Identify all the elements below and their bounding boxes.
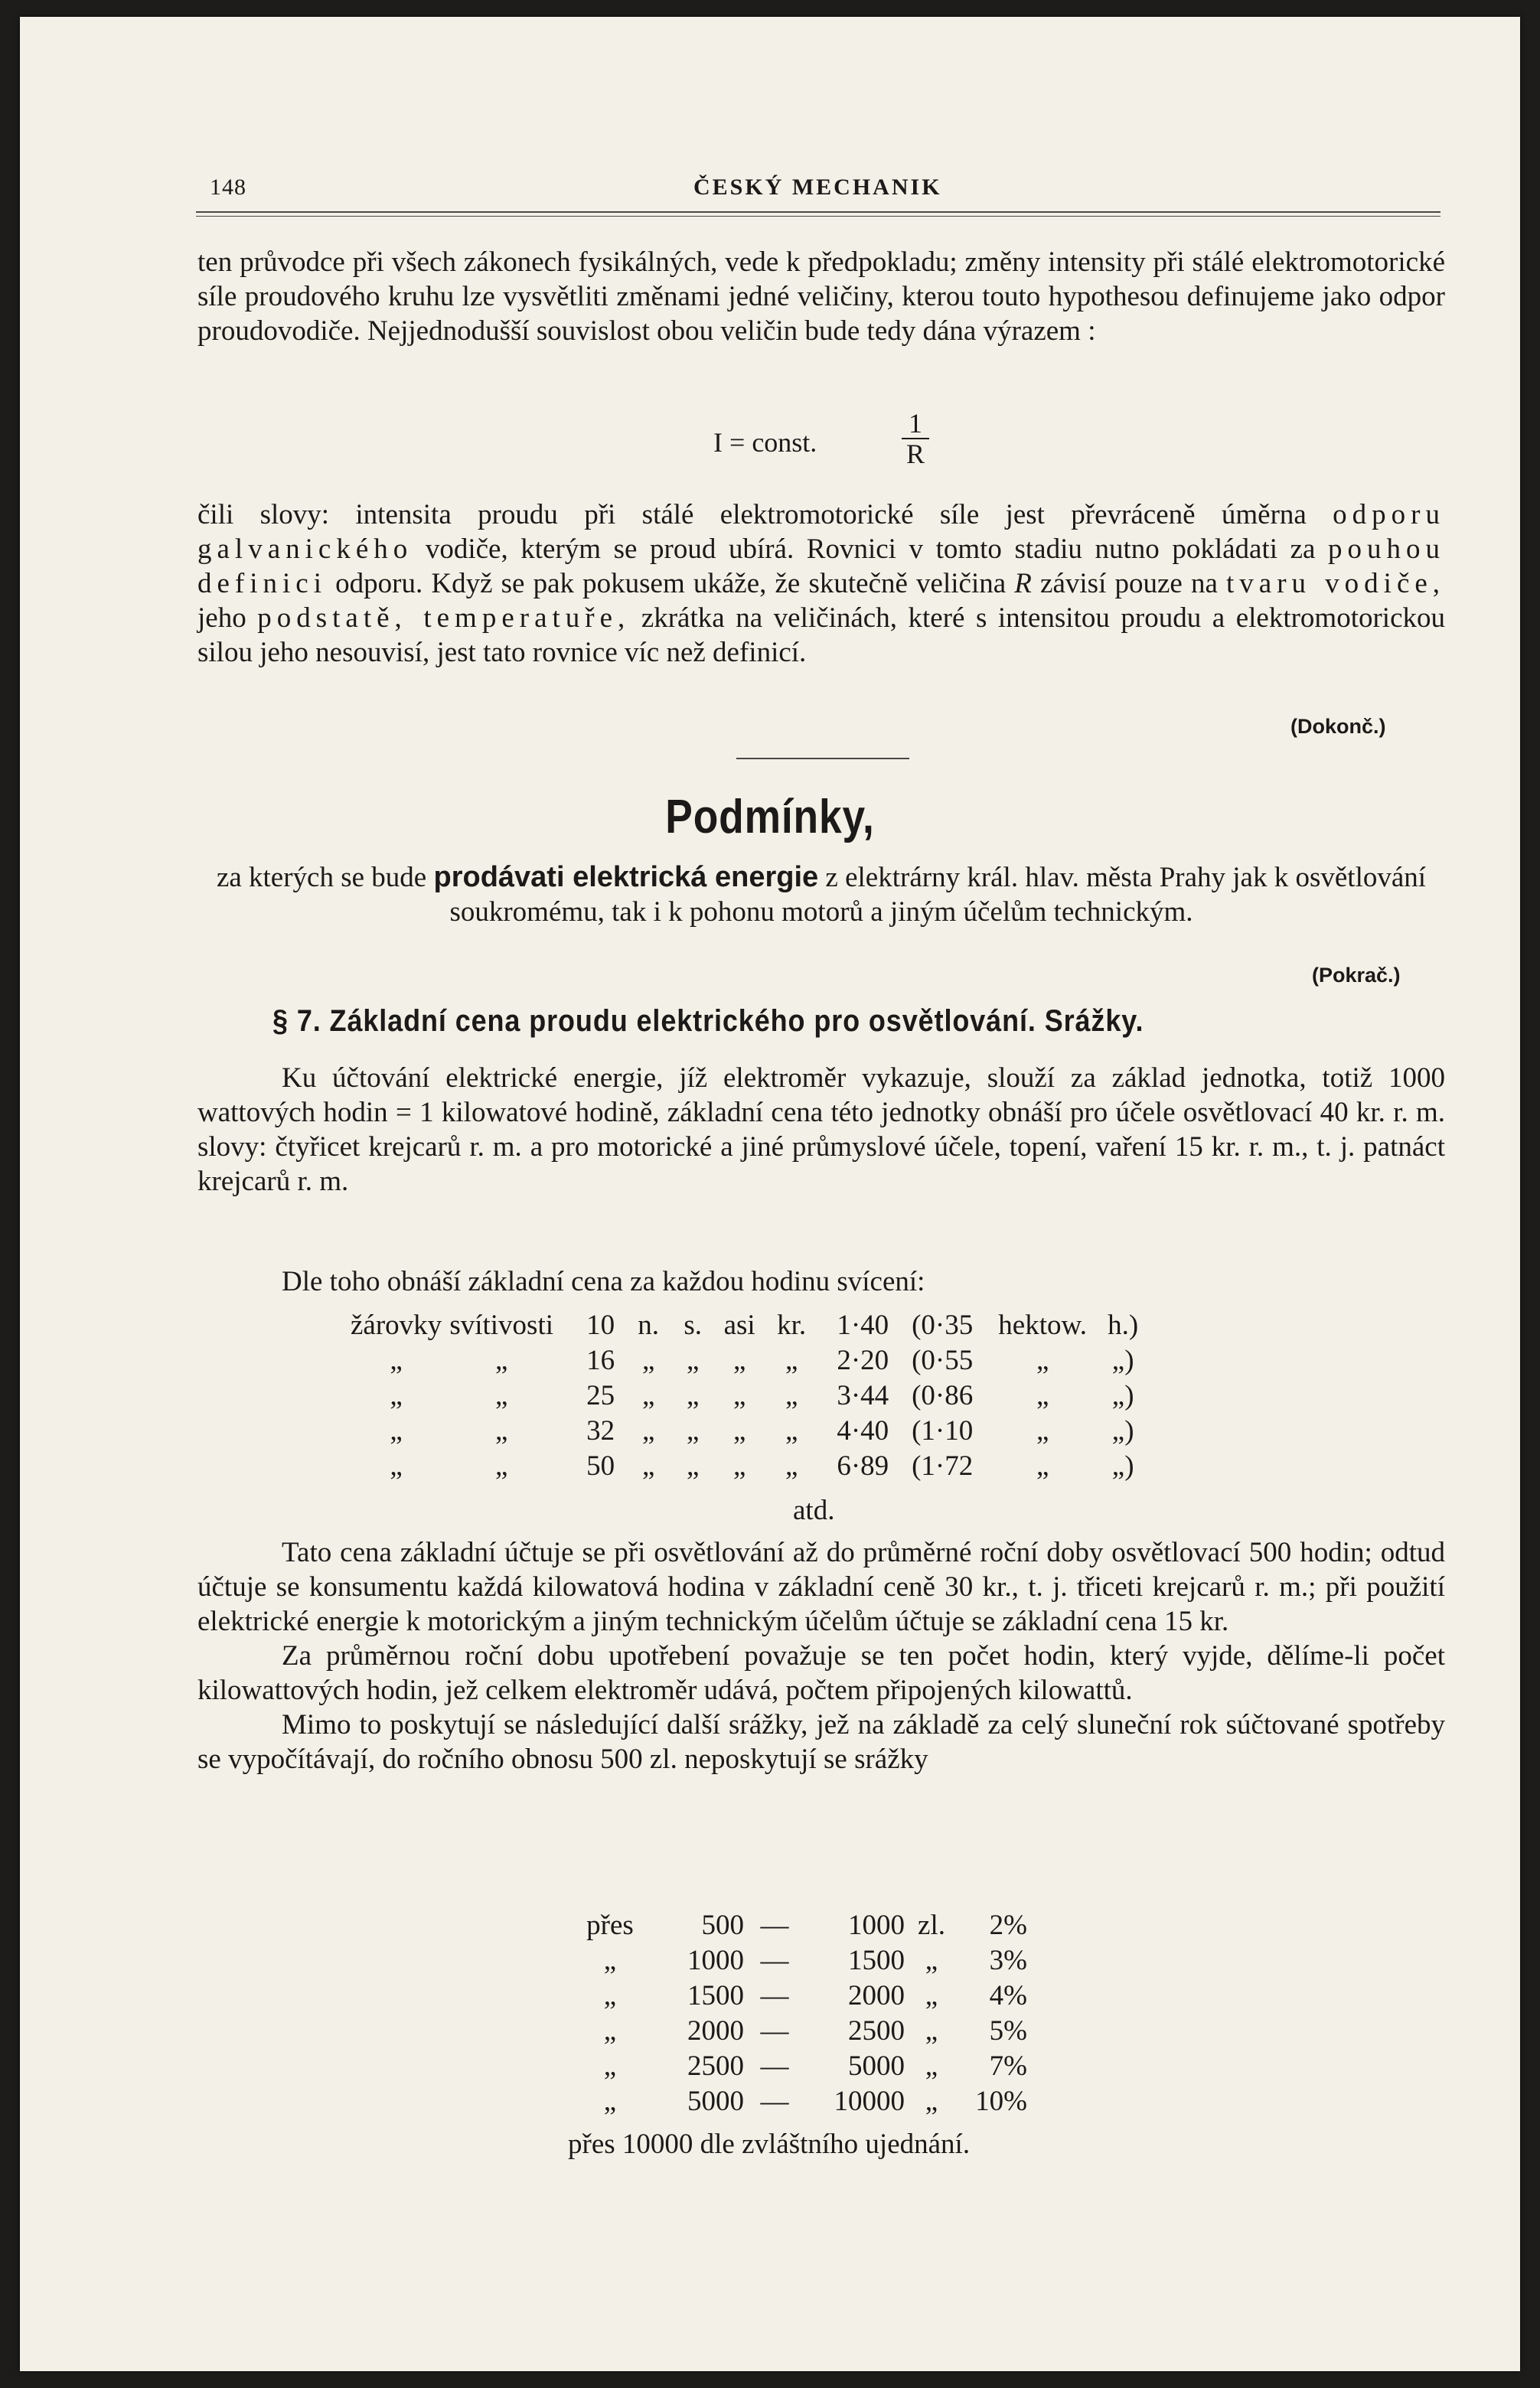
discount-table	[568, 1909, 1027, 2120]
p2-text-2: vodiče, kterým se proud ubírá. Rovnici v tomto stadiu nutno pokládati za	[425, 533, 1316, 565]
lamp-table-cell: „	[390, 1415, 403, 1447]
lamp-table-cell: „)	[1111, 1345, 1134, 1376]
p2-text-5: jeho	[197, 602, 246, 634]
lamp-table-cell: „	[1036, 1415, 1049, 1447]
subtitle-text-2: z elektrárny král. hlav. města Prahy jak k osvětlování soukromému, tak i k pohonu motorů a jiným účelům technickým.	[449, 862, 1427, 928]
p2-spaced-3: tvaru vodiče,	[1226, 568, 1446, 599]
discount-table-cell: přes	[586, 1910, 634, 1941]
discount-last-line: přes 10000 dle zvláštního ujednání.	[568, 2129, 971, 2160]
discount-table-cell: „	[603, 2050, 617, 2082]
discount-table-cell: 500	[701, 1910, 744, 1941]
lamp-table-cell: „	[686, 1415, 700, 1447]
discount-table-cell: 10000	[834, 2086, 905, 2117]
lamp-table-cell: „	[732, 1345, 746, 1376]
section-text-1: Ku účtování elektrické energie, jíž elektroměr vykazuje, slouží za základ jednotka, totiž 1000 wattových hodin = 1 kilowatové hodině, základní cena této jednotky obnáší pro účele osvětlovací 40 kr. r. m. slovy: čtyřicet krejcarů r. m. a pro motorické a jiné průmyslové účele, topení, vaření 15 kr. r. m., t. j. patnáct krejcarů r. m.	[197, 1062, 1445, 1197]
header-rule-thin	[196, 216, 1440, 217]
section-paragraph-2	[197, 1264, 1445, 1299]
lamp-table-cell: „	[641, 1415, 655, 1447]
discount-table-cell: „	[925, 1945, 938, 1976]
discount-table-cell: 3%	[989, 1945, 1027, 1976]
lamp-table-cell: „)	[1111, 1380, 1134, 1411]
lamp-table-cell: 1·40	[837, 1310, 889, 1341]
discount-table-cell: 5000	[687, 2086, 744, 2117]
lamp-table-cell: (0·35	[912, 1310, 974, 1341]
lamp-table-cell: (1·72	[912, 1450, 974, 1482]
formula-eq: =	[729, 427, 746, 458]
page-sheet	[20, 17, 1520, 2371]
lamp-table-cell: „	[1036, 1380, 1049, 1411]
p2-text-4: závisí pouze na	[1040, 568, 1218, 599]
discount-table-cell: „	[925, 1980, 938, 2011]
page-number: 148	[210, 175, 246, 200]
discount-table-cell: 2000	[687, 2015, 744, 2047]
formula-numerator: 1	[909, 408, 922, 439]
discount-table-cell: „	[603, 1980, 617, 2011]
formula-const: const.	[752, 427, 817, 458]
discount-table-row	[568, 1909, 1027, 1944]
intro-paragraph	[197, 245, 1445, 348]
lamp-table-cell: „	[785, 1450, 798, 1482]
lamp-table-cell: „)	[1111, 1415, 1134, 1447]
lamp-table-row	[351, 1309, 1146, 1344]
lamp-table-cell: „	[641, 1345, 655, 1376]
discount-table-cell: 2500	[687, 2050, 744, 2082]
section-heading: § 7. Základní cena proudu elektrického pro osvětlování. Srážky.	[272, 1004, 1144, 1038]
discount-table-cell: „	[925, 2050, 938, 2082]
separator-rule	[736, 758, 909, 759]
discount-table-cell: „	[603, 2086, 617, 2117]
lamp-table-cell: „	[686, 1380, 700, 1411]
lamp-table-cell: „	[1036, 1450, 1049, 1482]
lamp-table-cell: h.)	[1108, 1310, 1139, 1341]
lamp-table-cell: „	[494, 1450, 508, 1482]
lamp-table-cell: (0·86	[912, 1380, 974, 1411]
discount-table-cell: „	[925, 2086, 938, 2117]
lamp-table-cell: 2·20	[837, 1345, 889, 1376]
section-paragraph-1	[197, 1061, 1445, 1199]
lamp-table-cell: kr.	[777, 1310, 807, 1341]
lamp-table-cell: n.	[638, 1310, 660, 1341]
discount-table-cell: —	[760, 1980, 789, 2011]
lamp-table-row	[351, 1379, 1146, 1414]
lamp-table-cell: 6·89	[837, 1450, 889, 1482]
lamp-table-cell: svítivosti	[449, 1310, 554, 1341]
lamp-table-cell: „	[686, 1450, 700, 1482]
lamp-table-cell: 3·44	[837, 1380, 889, 1411]
lamp-table-cell: 16	[586, 1345, 615, 1376]
formula	[713, 426, 817, 458]
lamp-table-row	[351, 1450, 1146, 1485]
table-etc: atd.	[793, 1495, 835, 1526]
section-text-3: Tato cena základní účtuje se při osvětlování až do průměrné roční doby osvětlovací 500 hodin; odtud účtuje se konsumentu každá kilowatová hodina v základní ceně 30 kr., t. j. třiceti krejcarů r. m.; při použití elektrické energie k motorickým a jiným technickým účelům účtuje se základní cena 15 kr.	[197, 1537, 1445, 1637]
discount-table-row	[568, 2085, 1027, 2120]
p2-text-6: zkrátka na veličinách, které s intensitou proudu a elektromotorickou silou jeho nesouvisí, jest tato rovnice víc než definicí.	[197, 602, 1446, 668]
discount-table-cell: 2%	[989, 1910, 1027, 1941]
discount-table-cell: —	[760, 2015, 789, 2047]
formula-lhs: I	[713, 427, 723, 458]
discount-table-cell: 1500	[687, 1980, 744, 2011]
lamp-table-cell: „	[390, 1380, 403, 1411]
lamp-table-cell: 4·40	[837, 1415, 889, 1447]
formula-fraction	[902, 409, 929, 468]
lamp-table-cell: „)	[1111, 1450, 1134, 1482]
p2-symbol-r: R	[1014, 568, 1032, 599]
lamp-table-cell: s.	[684, 1310, 702, 1341]
lamp-table-cell: „	[732, 1380, 746, 1411]
section-text-4: Za průměrnou roční dobu upotřebení považuje se ten počet hodin, který vyjde, dělíme-li počet kilowattových hodin, jež celkem elektroměr udává, počtem připojených kilowattů.	[197, 1640, 1445, 1706]
end-note: (Dokonč.)	[1290, 715, 1386, 738]
lamp-table-cell: „	[785, 1415, 798, 1447]
p2-text-1: čili slovy: intensita proudu při stálé elektromotorické síle jest převráceně úměrna	[197, 499, 1307, 530]
definition-paragraph	[197, 497, 1445, 670]
discount-table-cell: —	[760, 2086, 789, 2117]
lamp-table-row	[351, 1414, 1146, 1450]
discount-table-cell: „	[603, 2015, 617, 2047]
lamp-table-cell: 10	[586, 1310, 615, 1341]
lamp-table-cell: (1·10	[912, 1415, 974, 1447]
lamp-table-cell: „	[785, 1380, 798, 1411]
lamp-table-cell: „	[1036, 1345, 1049, 1376]
header-rule	[196, 211, 1440, 213]
discount-table-cell: —	[760, 2050, 789, 2082]
section-text-5: Mimo to poskytují se následující další srážky, jež na základě za celý sluneční rok súčtované spotřeby se vypočítávají, do ročního obnosu 500 zl. neposkytují se srážky	[197, 1709, 1445, 1775]
p2-spaced-1: odporu galvanického	[197, 499, 1445, 565]
lamp-table-cell: 25	[586, 1380, 615, 1411]
lamp-table-row	[351, 1344, 1146, 1379]
discount-table-cell: 5%	[989, 2015, 1027, 2047]
formula-denominator: R	[905, 439, 925, 469]
lamp-table-cell: „	[494, 1345, 508, 1376]
p2-spaced-4: podstatě, temperatuře,	[257, 602, 631, 634]
lamp-table-cell: „	[732, 1415, 746, 1447]
subtitle-bold: prodávati elektrická energie	[433, 861, 819, 893]
article-subtitle	[197, 860, 1445, 929]
lamp-price-table	[351, 1309, 1146, 1485]
p2-spaced-2: pouhou definici	[197, 533, 1445, 599]
discount-table-cell: zl.	[918, 1910, 945, 1941]
lamp-table-cell: „	[686, 1345, 700, 1376]
lamp-table-cell: „	[390, 1450, 403, 1482]
discount-table-row	[568, 2014, 1027, 2050]
lamp-table-cell: hektow.	[998, 1310, 1088, 1341]
lamp-table-cell: (0·55	[912, 1345, 974, 1376]
discount-table-cell: 2000	[848, 1980, 905, 2011]
lamp-table-cell: „	[494, 1415, 508, 1447]
section-text-2: Dle toho obnáší základní cena za každou hodinu svícení:	[282, 1266, 925, 1297]
article-title: Podmínky,	[665, 791, 875, 843]
lamp-table-cell: „	[641, 1380, 655, 1411]
discount-table-row	[568, 1944, 1027, 1979]
discount-table-cell: —	[760, 1945, 789, 1976]
lamp-table-cell: „	[390, 1345, 403, 1376]
lamp-table-cell: 32	[586, 1415, 615, 1447]
discount-table-cell: 7%	[989, 2050, 1027, 2082]
discount-table-cell: 1500	[848, 1945, 905, 1976]
section-paragraph-3	[197, 1535, 1445, 1776]
subtitle-text-1: za kterých se bude	[216, 862, 427, 893]
lamp-table-cell: „	[732, 1450, 746, 1482]
lamp-table-cell: žárovky	[351, 1310, 442, 1341]
discount-table-cell: 5000	[848, 2050, 905, 2082]
discount-table-cell: 1000	[848, 1910, 905, 1941]
lamp-table-cell: „	[641, 1450, 655, 1482]
discount-table-cell: „	[603, 1945, 617, 1976]
lamp-table-cell: „	[785, 1345, 798, 1376]
p2-text-3: odporu. Když se pak pokusem ukáže, že skutečně veličina	[335, 568, 1007, 599]
discount-table-cell: 2500	[848, 2015, 905, 2047]
lamp-table-cell: „	[494, 1380, 508, 1411]
discount-table-cell: „	[925, 2015, 938, 2047]
discount-table-cell: 4%	[989, 1980, 1027, 2011]
continued-note: (Pokrač.)	[1312, 964, 1401, 987]
intro-text: ten průvodce při všech zákonech fysikálných, vede k předpokladu; změny intensity při stálé elektromotorické síle proudového kruhu lze vysvětliti změnami jedné veličiny, kterou touto hypothesou definujeme jako odpor proudovodiče. Nejjednodušší souvislost obou veličin bude tedy dána výrazem :	[197, 246, 1445, 347]
running-head: ČESKÝ MECHANIK	[693, 175, 942, 200]
lamp-table-cell: asi	[723, 1310, 755, 1341]
discount-table-row	[568, 1979, 1027, 2014]
discount-table-cell: 1000	[687, 1945, 744, 1976]
discount-table-row	[568, 2050, 1027, 2085]
lamp-table-cell: 50	[586, 1450, 615, 1482]
discount-table-cell: —	[760, 1910, 789, 1941]
discount-table-cell: 10%	[975, 2086, 1027, 2117]
